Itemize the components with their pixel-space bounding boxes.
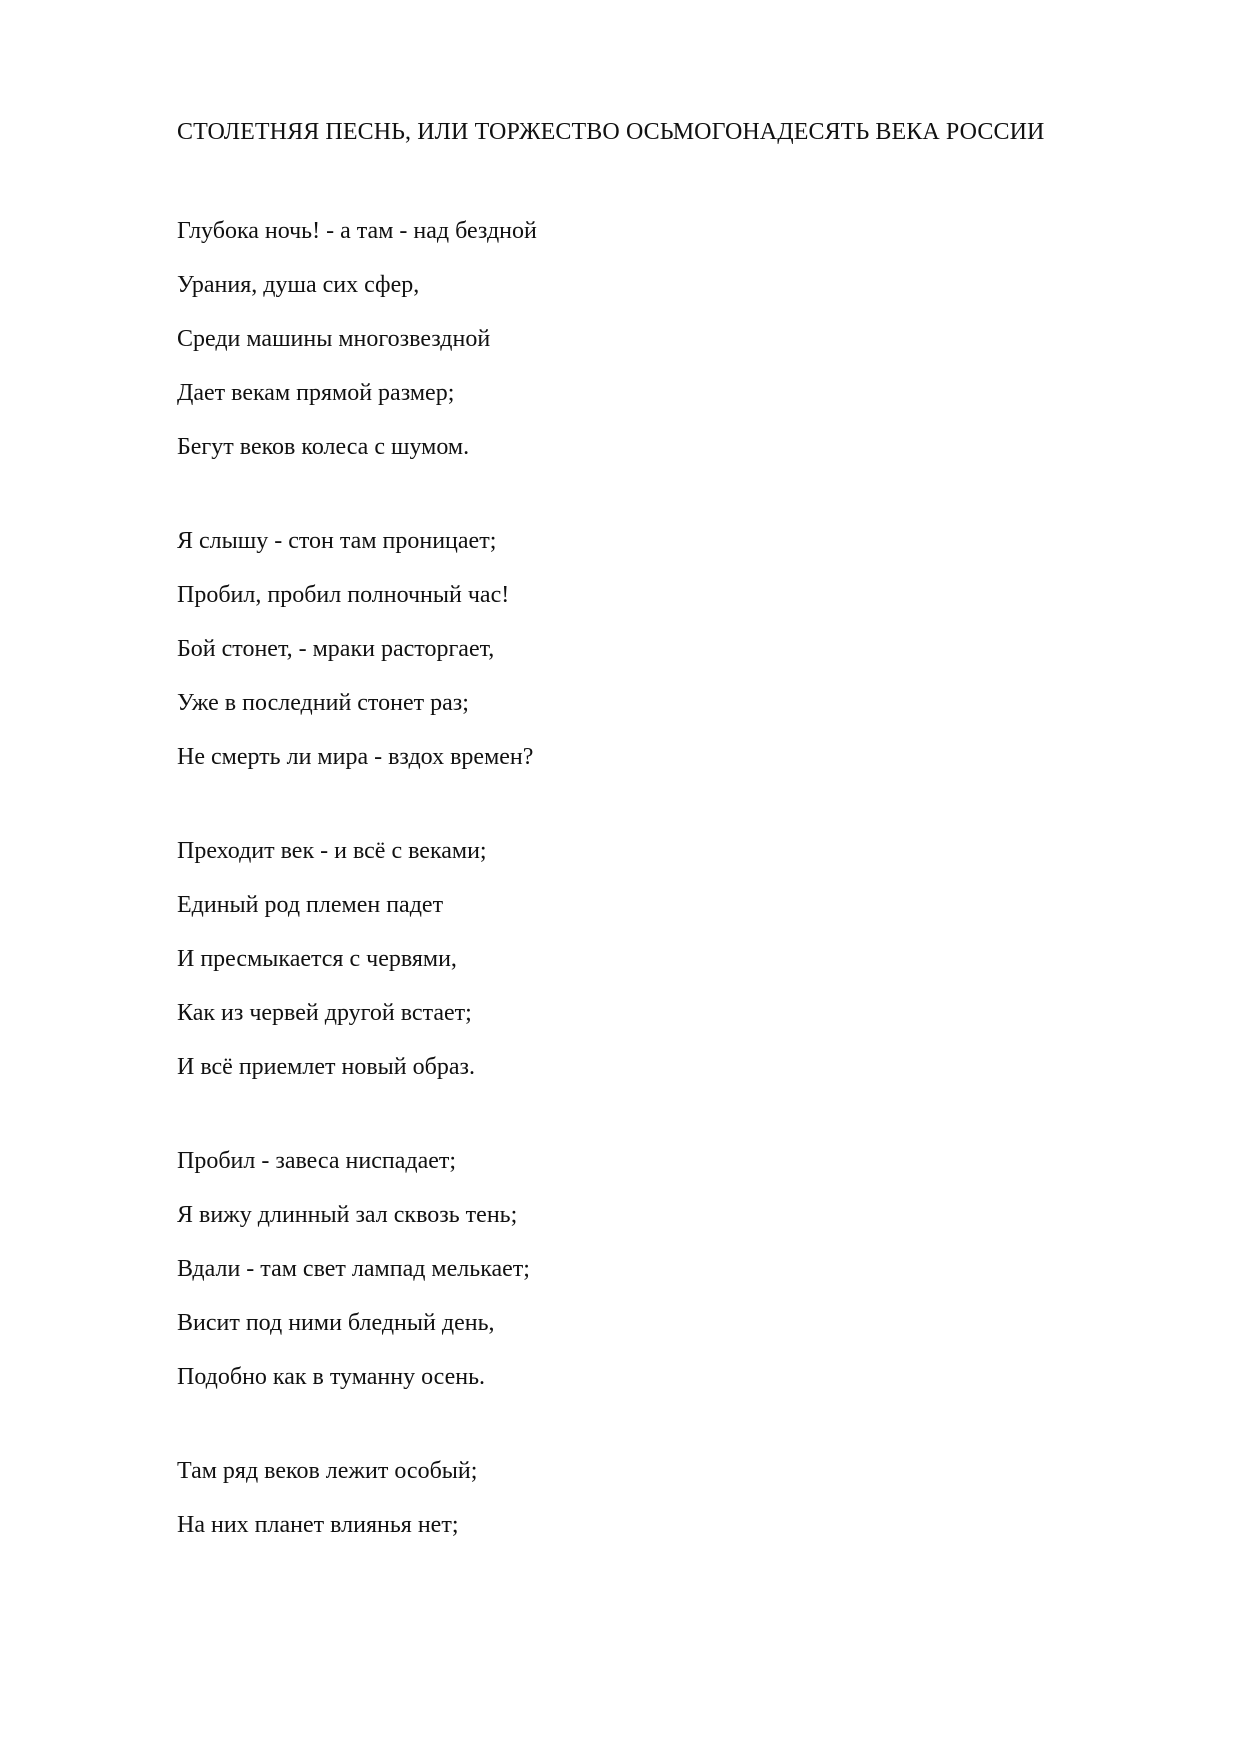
verse-line: Там ряд веков лежит особый; (177, 1458, 478, 1484)
verse-line: Вдали - там свет лампад мелькает; (177, 1256, 530, 1282)
verse-line: Дает векам прямой размер; (177, 380, 455, 406)
stanza-4 (177, 1141, 1177, 1397)
verse-line: Единый род племен падет (177, 892, 444, 918)
document-title: СТОЛЕТНЯЯ ПЕСНЬ, ИЛИ ТОРЖЕСТВО ОСЬМОГОНАДЕСЯТЬ ВЕКА РОССИИ (177, 119, 1045, 145)
verse-line: Бегут веков колеса с шумом. (177, 434, 470, 460)
verse-line: Я слышу - стон там проницает; (177, 528, 497, 554)
verse-line: Среди машины многозвездной (177, 326, 491, 352)
stanza-1 (177, 211, 1177, 467)
verse-line: Пробил - завеса ниспадает; (177, 1148, 457, 1174)
verse-line: Уже в последний стонет раз; (177, 690, 469, 716)
verse-line: Я вижу длинный зал сквозь тень; (177, 1202, 518, 1228)
verse-line: Преходит век - и всё с веками; (177, 838, 487, 864)
verse-line: Бой стонет, - мраки расторгает, (177, 636, 495, 662)
stanza-3 (177, 831, 1177, 1087)
verse-line: Висит под ними бледный день, (177, 1310, 495, 1336)
stanza-5 (177, 1451, 1177, 1545)
document-page (177, 112, 1177, 1599)
verse-line: Как из червей другой встает; (177, 1000, 472, 1026)
verse-line: Подобно как в туманну осень. (177, 1364, 486, 1390)
verse-line: Урания, душа сих сфер, (177, 272, 420, 298)
stanza-2 (177, 521, 1177, 777)
verse-line: Не смерть ли мира - вздох времен? (177, 744, 534, 770)
verse-line: На них планет влиянья нет; (177, 1512, 459, 1538)
verse-line: Пробил, пробил полночный час! (177, 582, 510, 608)
verse-line: Глубока ночь! - а там - над бездной (177, 218, 537, 244)
verse-line: И пресмыкается с червями, (177, 946, 457, 972)
verse-line: И всё приемлет новый образ. (177, 1054, 475, 1080)
